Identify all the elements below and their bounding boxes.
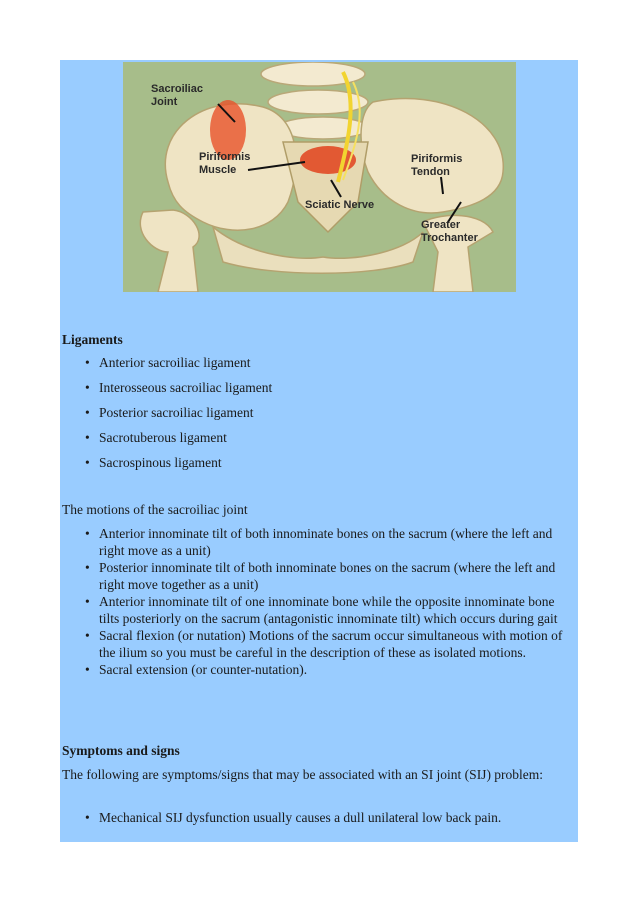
label-piriformis-tendon-1: Piriformis (411, 153, 463, 165)
label-sacroiliac-joint-2: Joint (151, 96, 178, 108)
bullet: • (85, 560, 90, 575)
label-sciatic-nerve: Sciatic Nerve (305, 199, 375, 211)
symptoms-intro: The following are symptoms/signs that may be associated with an SI joint (SIJ) problem: (62, 767, 544, 782)
list-item: • Sacrotuberous ligament (85, 430, 227, 445)
motions-intro: The motions of the sacroiliac joint (62, 502, 248, 517)
list-item: • Anterior sacroiliac ligament (85, 355, 251, 370)
ligaments-heading: Ligaments (62, 332, 123, 347)
list-item: • Mechanical SIJ dysfunction usually causes a dull unilateral low back pain. (85, 810, 502, 825)
label-greater-trochanter-2: Trochanter (421, 232, 478, 244)
left-femur (140, 210, 199, 292)
bullet: • (85, 380, 90, 395)
list-item: • Anterior innominate tilt of both innominate bones on the sacrum (where the left and right move as a unit) (85, 526, 553, 558)
label-sacroiliac-joint-1: Sacroiliac (151, 83, 203, 95)
bullet: • (85, 405, 90, 420)
list-item: • Interosseous sacroiliac ligament (85, 380, 273, 395)
label-greater-trochanter-1: Greater (421, 219, 461, 231)
symptoms-heading: Symptoms and signs (62, 743, 180, 758)
list-item: • Anterior innominate tilt of one innominate bone while the opposite innominate bone tilts posteriorly on the sacrum (antagonistic innominate tilt) which occurs during gait (85, 594, 558, 626)
pelvis-anatomy-illustration (123, 62, 516, 292)
list-item: • Sacral extension (or counter-nutation). (85, 662, 308, 677)
bullet: • (85, 526, 90, 541)
label-piriformis-muscle-1: Piriformis (199, 151, 251, 163)
ligaments-list (60, 354, 576, 479)
bullet: • (85, 810, 90, 825)
label-piriformis-tendon-2: Tendon (411, 166, 450, 178)
bullet: • (85, 594, 90, 609)
list-item: • Sacrospinous ligament (85, 455, 222, 470)
list-item: • Sacral flexion (or nutation) Motions of the sacrum occur simultaneous with motion of the ilium so you must be careful in the description of these as isolated motions. (85, 628, 563, 660)
pelvis-diagram (123, 62, 516, 292)
list-item: • Posterior innominate tilt of both innominate bones on the sacrum (where the left and right move together as a unit) (85, 560, 556, 592)
symptoms-list (60, 809, 576, 826)
bullet: • (85, 662, 90, 677)
bullet: • (85, 628, 90, 643)
list-item: • Posterior sacroiliac ligament (85, 405, 254, 420)
content-panel (60, 60, 578, 842)
label-piriformis-muscle-2: Muscle (199, 164, 237, 176)
bullet: • (85, 455, 90, 470)
motions-list (60, 525, 576, 678)
pubic-bones (213, 227, 423, 273)
bullet: • (85, 430, 90, 445)
bullet: • (85, 355, 90, 370)
